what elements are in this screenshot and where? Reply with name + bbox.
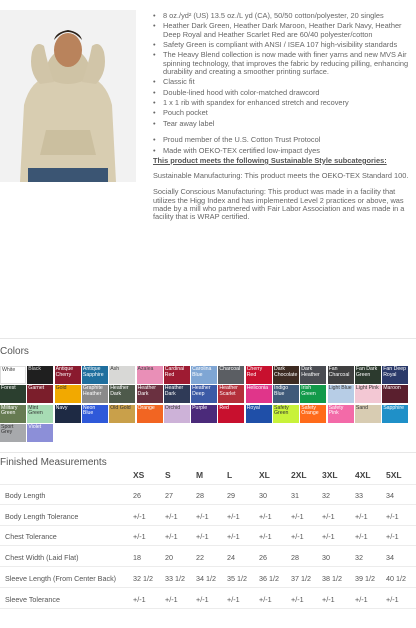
sustainable-paragraph-2: Socially Conscious Manufacturing: This product was made in a facility that utilizes the Higg Index and has implemented Level 2 practices or above, was made by a mill who partnered with Fair Labor Association and was made in a facility that is WRAP certified. [153, 187, 405, 221]
measurement-cell: 31 [291, 491, 299, 500]
color-swatch[interactable] [218, 385, 244, 403]
measurement-cell: +/-1 [259, 594, 272, 604]
measurement-cell: 32 [322, 491, 330, 500]
divider [0, 452, 416, 453]
color-swatch-label: Neon Blue [82, 404, 96, 417]
color-swatch-label: Antique Sapphire [82, 366, 104, 378]
table-divider [0, 484, 416, 485]
color-swatch-label: Red [219, 404, 229, 411]
color-swatch-label: Garnet [28, 385, 45, 392]
color-swatch-label: Heather Dark [164, 385, 184, 397]
color-swatch[interactable] [137, 405, 163, 423]
color-swatch[interactable] [0, 366, 26, 384]
color-swatch[interactable] [27, 424, 53, 442]
measurement-cell: 29 [227, 491, 235, 500]
size-header: 5XL [386, 470, 402, 480]
color-swatch-label: Indigo Blue [274, 385, 289, 397]
color-swatch-label: Heliconia [246, 385, 269, 392]
measurement-cell: +/-1 [196, 594, 209, 604]
measurement-cell: +/-1 [259, 532, 272, 542]
color-swatch[interactable] [246, 366, 272, 384]
product-photo [0, 10, 136, 182]
color-swatch-label: Navy [55, 404, 68, 411]
color-swatch[interactable] [328, 366, 354, 384]
feature-item: • Tear away label [153, 120, 409, 128]
measurement-cell: +/-1 [196, 532, 209, 542]
color-swatch-label: Sport Grey [1, 423, 14, 436]
color-swatch-label: Safety Pink [328, 404, 344, 417]
size-header: 4XL [355, 470, 371, 480]
table-divider [0, 587, 416, 588]
color-swatch-label: Carolina Blue [192, 366, 212, 378]
measurement-cell: +/-1 [133, 532, 146, 542]
color-swatch-label: Irish Green [301, 385, 316, 397]
measurement-cell: 34 [386, 553, 394, 563]
measurement-cell: 26 [133, 491, 141, 500]
feature-item: • 1 x 1 rib with spandex for enhanced stretch and recovery [153, 99, 409, 107]
measurement-row-label: Body Length [5, 491, 46, 500]
table-divider [0, 608, 416, 609]
color-swatch[interactable] [137, 366, 163, 384]
divider [0, 338, 416, 339]
color-swatch-label: Fan Dark Green [355, 366, 378, 378]
color-swatch-label: Safety Orange [301, 404, 319, 417]
measurement-cell: +/-1 [133, 511, 146, 521]
color-swatch[interactable] [382, 366, 408, 384]
measurement-cell: +/-1 [165, 532, 178, 542]
color-swatch-label: Cherry Red [246, 366, 263, 378]
color-swatch[interactable] [109, 385, 135, 403]
color-swatch[interactable] [164, 405, 190, 423]
color-swatch-label: Gold [55, 385, 67, 392]
color-swatch[interactable] [109, 405, 135, 423]
color-swatch[interactable] [328, 385, 354, 403]
measurement-cell: 38 1/2 [322, 573, 342, 583]
color-swatch[interactable] [355, 405, 381, 423]
color-swatch-label: Graphite Heather [82, 385, 103, 397]
measurement-cell: +/-1 [227, 532, 240, 542]
color-swatch[interactable] [246, 405, 272, 423]
measurement-cell: +/-1 [355, 511, 368, 521]
feature-item: • Safety Green is compliant with ANSI / ISEA 107 high-visibility standards [153, 41, 409, 49]
measurement-cell: 30 [259, 491, 267, 500]
color-swatch-label: Light Pink [355, 385, 379, 392]
feature-item: • Double-lined hood with color-matched drawcord [153, 89, 409, 97]
measurement-cell: 32 [355, 553, 363, 563]
measurement-cell: 34 [386, 491, 394, 500]
color-swatch-label: Fan Charcoal [328, 366, 350, 378]
measurement-cell: 30 [322, 553, 330, 563]
measurement-cell: +/-1 [291, 594, 304, 604]
size-header: 3XL [322, 470, 338, 480]
colors-title: Colors [0, 346, 29, 357]
table-divider [0, 504, 416, 505]
measurement-cell: +/-1 [196, 511, 209, 521]
color-swatch[interactable] [273, 385, 299, 403]
measurement-cell: 28 [196, 491, 204, 500]
measurement-cell: 39 1/2 [355, 573, 375, 583]
color-swatch-label: Dark Heather [301, 366, 320, 378]
product-features [153, 12, 409, 229]
measurements-title: Finished Measurements [0, 457, 107, 468]
color-swatch[interactable] [191, 366, 217, 384]
color-swatch[interactable] [109, 366, 135, 384]
measurement-cell: 32 1/2 [133, 573, 153, 583]
measurement-cell: +/-1 [291, 511, 304, 521]
color-swatch-label: Orange [137, 404, 155, 411]
measurement-cell: +/-1 [386, 594, 399, 604]
color-swatch-label: Sand [355, 404, 369, 411]
color-swatch-label: Mint Green [28, 404, 43, 417]
feature-item: • 8 oz./yd² (US) 13.5 oz./L yd (CA), 50/50 cotton/polyester, 20 singles [153, 12, 409, 20]
measurement-cell: +/-1 [165, 511, 178, 521]
color-swatch[interactable] [218, 366, 244, 384]
color-swatch[interactable] [218, 405, 244, 423]
measurement-cell: 33 1/2 [165, 573, 185, 583]
color-swatch[interactable] [273, 366, 299, 384]
color-swatch-label: Heather Scarlet [219, 385, 238, 397]
color-swatch[interactable] [82, 366, 108, 384]
color-swatch[interactable] [191, 405, 217, 423]
hoodie-model-image [0, 10, 136, 182]
color-swatch-label: Ash [110, 366, 120, 372]
color-swatch-label: Royal [246, 404, 260, 411]
color-swatch[interactable] [164, 366, 190, 384]
measurement-cell: 40 1/2 [386, 573, 406, 583]
measurement-cell: 26 [259, 553, 267, 563]
color-swatch-label: Black [28, 366, 41, 372]
color-swatch-label: Orchid [164, 404, 181, 411]
measurement-row-label: Chest Width (Laid Flat) [5, 553, 79, 563]
feature-item: • Classic fit [153, 78, 409, 86]
color-swatch[interactable] [382, 405, 408, 423]
feature-item: • The Heavy Blend collection is now made with finer yarns and new MVS Air spinning technology, that improves the fabric by reducing pilling, enhancing durability and creating a smoother printing surface. [153, 51, 409, 76]
color-swatch[interactable] [0, 385, 26, 403]
color-swatch[interactable] [328, 405, 354, 423]
measurement-cell: 18 [133, 553, 141, 563]
color-swatch[interactable] [355, 385, 381, 403]
measurement-cell: +/-1 [386, 532, 399, 542]
size-header: S [165, 470, 171, 480]
measurement-cell: +/-1 [133, 594, 146, 604]
color-swatch-label: Sapphire [383, 404, 404, 411]
size-header: L [227, 470, 233, 480]
feature-item: • Made with OEKO-TEX certified low-impact dyes [153, 147, 409, 155]
measurement-cell: +/-1 [291, 532, 304, 542]
color-swatch[interactable] [300, 366, 326, 384]
color-swatch[interactable] [27, 405, 53, 423]
measurement-cell: 22 [196, 553, 204, 563]
measurement-cell: 27 [165, 491, 173, 500]
measurement-cell: +/-1 [355, 594, 368, 604]
measurement-cell: 20 [165, 553, 173, 563]
color-swatch-label: Fan Deep Royal [383, 366, 406, 378]
table-divider [0, 566, 416, 567]
measurement-row-label: Sleeve Length (From Center Back) [5, 573, 117, 583]
measurement-cell: +/-1 [227, 511, 240, 521]
measurement-cell: 35 1/2 [227, 573, 247, 583]
color-swatch-label: White [2, 367, 16, 373]
color-swatch[interactable] [82, 405, 108, 423]
color-swatch-label: Charcoal [219, 366, 241, 372]
measurement-cell: 28 [291, 553, 299, 563]
color-swatch-label: Forest [1, 385, 16, 392]
measurement-cell: 33 [355, 491, 363, 500]
color-swatch-label: Maroon [383, 385, 401, 392]
color-swatch-label: Cardinal Red [164, 366, 185, 378]
color-swatch-label: Dark Chocolate [274, 366, 298, 378]
measurement-cell: +/-1 [322, 594, 335, 604]
color-swatch[interactable] [55, 385, 81, 403]
measurement-cell: 37 1/2 [291, 573, 311, 583]
color-swatch[interactable] [0, 405, 26, 423]
size-header: M [196, 470, 204, 480]
measurement-row-label: Chest Tolerance [5, 532, 57, 542]
color-swatch[interactable] [273, 405, 299, 423]
feature-item: • Pouch pocket [153, 109, 409, 117]
color-swatch[interactable] [55, 366, 81, 384]
color-swatch-label: Military Green [1, 404, 18, 417]
table-divider [0, 525, 416, 526]
color-swatch[interactable] [300, 405, 326, 423]
color-swatch[interactable] [355, 366, 381, 384]
size-header: XL [259, 470, 270, 480]
color-swatch[interactable] [55, 405, 81, 423]
size-header: 2XL [291, 470, 307, 480]
measurement-cell: +/-1 [386, 511, 399, 521]
measurement-cell: +/-1 [227, 594, 240, 604]
color-swatch[interactable] [164, 385, 190, 403]
measurement-row-label: Sleeve Tolerance [5, 594, 61, 604]
size-header: XS [133, 470, 145, 480]
color-swatch-label: Azalea [137, 366, 154, 372]
color-swatch[interactable] [137, 385, 163, 403]
color-swatch-label: Antique Cherry [55, 366, 74, 378]
color-swatch-label: Safety Green [274, 404, 289, 417]
sustainable-heading: This product meets the following Sustainable Style subcategories: [153, 155, 387, 165]
color-swatch-label: Heather Dark [137, 385, 156, 397]
color-swatch[interactable] [191, 385, 217, 403]
measurement-cell: 34 1/2 [196, 573, 216, 583]
color-swatch[interactable] [27, 366, 53, 384]
color-swatch-label: Purple [192, 404, 208, 411]
table-divider [0, 545, 416, 546]
feature-item: • Heather Dark Green, Heather Dark Maroon, Heather Dark Navy, Heather Deep Royal and Heather Scarlet Red are 60/40 polyester/cotton [153, 22, 409, 38]
color-swatch-label: Violet [28, 423, 42, 430]
measurement-cell: +/-1 [355, 532, 368, 542]
measurement-cell: +/-1 [259, 511, 272, 521]
color-swatch-label: Heather Deep [192, 385, 211, 397]
measurement-cell: +/-1 [165, 594, 178, 604]
measurement-row-label: Body Length Tolerance [5, 511, 79, 521]
measurement-cell: +/-1 [322, 511, 335, 521]
feature-item: • Proud member of the U.S. Cotton Trust Protocol [153, 136, 409, 144]
color-swatch-label: Heather Dark [110, 385, 129, 397]
measurement-cell: 24 [227, 553, 235, 563]
color-swatch[interactable] [246, 385, 272, 403]
color-swatch[interactable] [82, 385, 108, 403]
color-swatch[interactable] [0, 424, 26, 442]
measurement-cell: 36 1/2 [259, 573, 279, 583]
color-swatch-label: Old Gold [110, 404, 131, 411]
measurement-cell: +/-1 [322, 532, 335, 542]
sustainable-paragraph-1: Sustainable Manufacturing: This product meets the OEKO-TEX Standard 100. [153, 171, 409, 181]
color-swatch[interactable] [300, 385, 326, 403]
color-swatch-label: Light Blue [328, 385, 352, 392]
color-swatch[interactable] [27, 385, 53, 403]
color-swatch[interactable] [382, 385, 408, 403]
